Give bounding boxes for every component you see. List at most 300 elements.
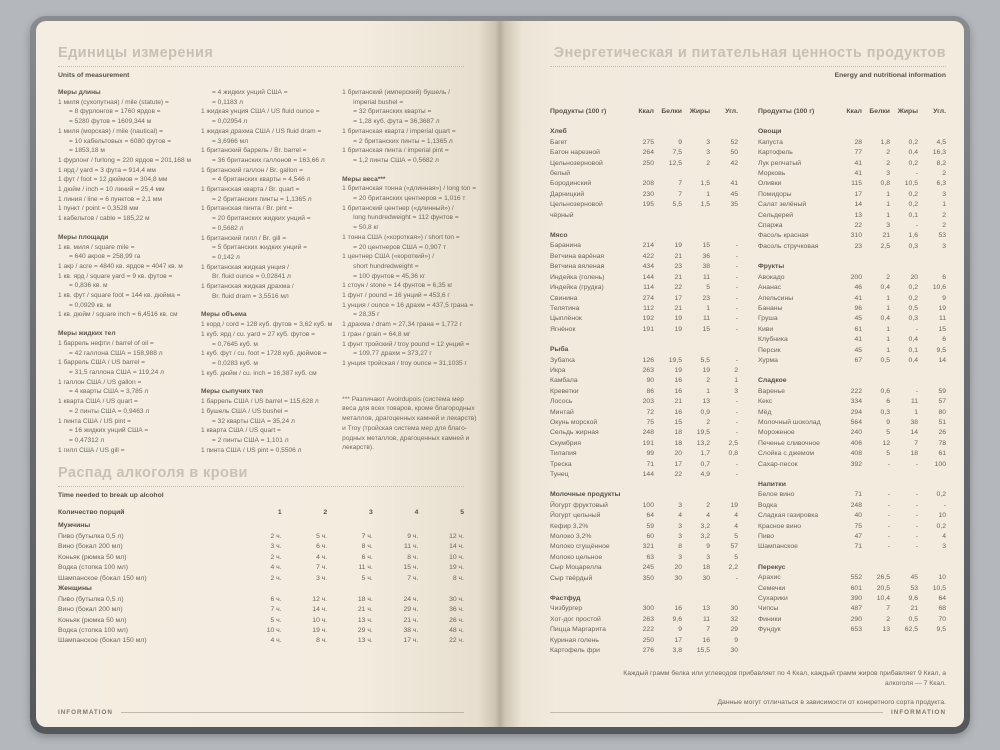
food-name: Молочный шоколад (758, 418, 821, 426)
units-line: = 0,0283 куб. м (200, 359, 258, 367)
food-row (550, 522, 738, 532)
food-value: 2 (886, 149, 890, 157)
units-line: 1 галлон США / US gallon = (58, 378, 142, 386)
hours-value: 8 ч. (407, 553, 419, 561)
units-line: 1 жидкая драхма США / US fluid dram = (200, 127, 322, 135)
food-name: Тилапия (550, 450, 577, 458)
food-value: 1 (886, 304, 890, 312)
nutrition-header-product: Продукты (100 г) (758, 108, 815, 115)
units-line: = 5 британских жидких унций = (200, 244, 307, 252)
food-value: 248 (850, 501, 862, 509)
food-value: 0,4 (880, 284, 890, 292)
food-row (550, 439, 738, 449)
food-value: 222 (850, 387, 862, 395)
food-value: 67 (854, 356, 862, 364)
units-line: 1 кв. миля / square mile = (58, 243, 135, 251)
food-value: 264 (642, 149, 654, 157)
food-value: 4 (678, 512, 682, 520)
food-value: 64 (938, 595, 946, 603)
units-line: 1 пинта США / US pint = (58, 417, 131, 425)
hours-value: 10 ч. (449, 553, 464, 561)
food-value: 18 (674, 439, 682, 447)
food-value: - (915, 522, 918, 530)
food-name: Печенье сливочное (758, 439, 820, 447)
food-value: 17 (674, 460, 682, 468)
food-value: 10 (938, 512, 946, 520)
food-value: 16 (702, 636, 710, 644)
food-name: Батон нарезной (550, 149, 600, 157)
food-name: Груша (758, 315, 778, 323)
food-value: - (887, 460, 890, 468)
food-value: 42 (730, 159, 738, 167)
food-name: Ветчина варёная (550, 252, 605, 260)
food-name: Персик (758, 346, 781, 354)
food-value: 9,6 (908, 595, 918, 603)
units-line: = 10 кабельтовых = 6080 футов = (58, 137, 172, 145)
food-value: - (915, 543, 918, 551)
food-row (550, 262, 738, 272)
food-value: 294 (850, 408, 862, 416)
units-line: = 16 жидких унций США = (58, 427, 149, 435)
food-row (550, 252, 738, 262)
units-line: 1 стоун / stone = 14 фунтов = 6,35 кг (342, 282, 453, 290)
food-value: 61 (938, 450, 946, 458)
units-line: = 2 британских пинты = 1,1365 л (342, 137, 453, 145)
food-row (550, 376, 738, 386)
units-group (201, 387, 332, 455)
food-row (758, 604, 946, 614)
food-value: 310 (850, 232, 862, 240)
left-page-footer (58, 709, 464, 716)
food-value: 14 (938, 356, 946, 364)
alcohol-data-row (58, 595, 464, 605)
food-value: 45 (854, 315, 862, 323)
food-value: 12,5 (668, 159, 682, 167)
alcohol-data-row (58, 616, 464, 626)
food-row (550, 356, 738, 366)
units-line: 1 гран / grain = 64,8 мг (342, 330, 411, 338)
food-value: 11 (910, 398, 918, 406)
food-row (758, 625, 946, 635)
food-section (758, 480, 946, 553)
food-value: 22 (674, 471, 682, 478)
drink-label: Шампанское (бокал 150 мл) (58, 574, 147, 582)
food-section (758, 376, 946, 470)
units-line: 1 британская жидкая драхма / (200, 283, 294, 291)
food-section-heading: Сладкое (758, 377, 787, 385)
food-value: 23 (702, 294, 710, 302)
food-value: 53 (910, 584, 918, 592)
food-value: 19,5 (696, 429, 710, 437)
food-value: 7 (678, 190, 682, 198)
food-row (550, 314, 738, 324)
food-value: - (735, 429, 738, 437)
food-section (758, 262, 946, 366)
units-group (201, 310, 332, 378)
alcohol-data-row (58, 574, 464, 584)
units-line: 1 британская пинта / Br. pint = (200, 205, 293, 213)
food-value: 0,2 (936, 522, 946, 530)
food-name: Слойка с джемом (758, 450, 815, 458)
food-row (758, 294, 946, 304)
units-line: 1 британская тонна («длинная») / long ton = (342, 185, 477, 193)
food-value: 3 (678, 553, 682, 561)
food-value: 15 (702, 242, 710, 250)
food-value: 100 (642, 501, 654, 509)
food-section (550, 594, 738, 656)
hours-value: 7 ч. (361, 532, 373, 540)
units-line: = 1,2 пинты США = 0,5682 л (342, 156, 439, 164)
food-value: 392 (850, 460, 862, 468)
alcohol-data-row (58, 532, 464, 542)
food-value: 41 (854, 170, 862, 178)
alcohol-header-count: 2 (323, 509, 328, 516)
units-group (201, 88, 332, 301)
food-value: - (915, 501, 918, 509)
hours-value: 3 ч. (270, 543, 282, 551)
food-value: - (915, 325, 918, 333)
hours-value: 6 ч. (270, 595, 282, 603)
food-name: Шампанское (758, 543, 798, 551)
hours-value: 7 ч. (316, 564, 328, 572)
food-row (550, 501, 738, 511)
food-value: 41 (854, 294, 862, 302)
units-line: 1 кв. дюйм / square inch = 6,4516 кв. см (58, 311, 178, 319)
nutrition-subtitle: Energy and nutritional information (834, 72, 946, 79)
hours-value: 10 ч. (266, 626, 282, 634)
units-group (58, 233, 191, 320)
food-value: 75 (646, 418, 654, 426)
units-group (58, 88, 191, 224)
units-line: = 20 британских жидких унций = (200, 215, 311, 223)
food-name: Сухарики (758, 595, 788, 603)
food-value: 29 (730, 626, 738, 634)
food-row (550, 241, 738, 251)
drink-label: Водка (стопка 100 мл) (58, 626, 129, 634)
food-value: 21 (674, 398, 682, 406)
food-value: 3 (734, 387, 738, 395)
food-value: 36 (702, 252, 710, 260)
food-value: 2 (942, 170, 946, 178)
food-value: 32 (730, 615, 738, 623)
units-line: 1 британский баррель / Br. barrel = (200, 147, 307, 155)
food-value: 2 (886, 615, 890, 623)
food-value: 552 (850, 574, 862, 582)
food-name: Картофель фри (550, 647, 600, 655)
food-value: 18 (674, 429, 682, 437)
food-value: 17 (674, 294, 682, 302)
food-value: 20 (674, 564, 682, 572)
food-value: 63 (646, 553, 654, 561)
food-value: 22 (674, 284, 682, 292)
food-value: - (887, 533, 890, 541)
units-line: Br. fluid ounce = 0,02841 л (200, 273, 291, 281)
nutrition-tables (550, 107, 946, 657)
drink-label: Вино (бокал 200 мл) (58, 543, 123, 551)
food-row (550, 190, 738, 200)
food-value: 40 (854, 512, 862, 520)
food-value: - (735, 408, 738, 416)
food-value: - (735, 304, 738, 312)
hours-value: 8 ч. (361, 543, 373, 551)
hours-value: 7 ч. (407, 574, 419, 582)
food-value: 5,5 (672, 201, 682, 209)
units-line: 1 куб. ярд / cu. yard = 27 куб. футов = (200, 330, 316, 338)
units-line: Br. fluid dram = 3,5516 мл (200, 292, 289, 300)
food-value: 7 (886, 605, 890, 613)
food-row (758, 573, 946, 583)
food-value: 62,5 (904, 626, 918, 634)
food-value: 100 (934, 460, 946, 468)
nutrition-title: Энергетическая и питательная ценность продуктов (553, 45, 946, 61)
hours-value: 13 ч. (357, 637, 373, 645)
food-value: 41 (730, 180, 738, 188)
units-line: металлов, драгоценных камней и лекарств) (342, 415, 477, 423)
food-value: 2,2 (728, 564, 738, 572)
food-value: 9 (678, 626, 682, 634)
food-value: 60 (646, 533, 654, 541)
food-value: 19 (938, 304, 946, 312)
food-value: 2 (706, 159, 710, 167)
food-value: 21 (674, 252, 682, 260)
nutrition-header-row (550, 107, 738, 117)
food-row (550, 138, 738, 148)
food-value: 9,6 (672, 615, 682, 623)
units-line: 1 баррель нефти / barrel of oil = (58, 339, 154, 347)
food-value: 13 (882, 626, 890, 634)
food-value: 144 (642, 471, 654, 478)
units-line: = 0,142 л (200, 253, 240, 261)
food-value: 15,5 (696, 647, 710, 655)
units-line: = 640 акров = 258,99 га (58, 253, 141, 261)
food-row (758, 594, 946, 604)
food-section-heading: Напитки (758, 481, 786, 488)
hours-value: 5 ч. (316, 532, 328, 540)
food-name: Сельдерей (758, 211, 794, 219)
food-row (758, 522, 946, 532)
units-line: imperial bushel = (342, 98, 404, 106)
food-row (550, 366, 738, 376)
food-value: 240 (850, 429, 862, 437)
food-value: 2,5 (728, 439, 738, 447)
hours-value: 2 ч. (270, 532, 282, 540)
food-row (758, 325, 946, 335)
food-value: 2 (706, 418, 710, 426)
food-value: 222 (642, 626, 654, 634)
food-row (758, 283, 946, 293)
hours-value: 9 ч. (407, 532, 419, 540)
food-value: 41 (854, 336, 862, 344)
food-value: 3 (678, 522, 682, 530)
units-line: 1 тонна США («короткая») / short ton = (342, 233, 460, 241)
food-value: 59 (646, 522, 654, 530)
food-value: 250 (642, 636, 654, 644)
food-value: 0,8 (880, 180, 890, 188)
food-value: 390 (850, 595, 862, 603)
food-value: - (735, 356, 738, 364)
food-name: Лосось (550, 398, 573, 406)
units-line: 1 британский гилл / Br. gill = (200, 234, 287, 242)
nutrition-header-product: Продукты (100 г) (550, 108, 607, 115)
units-line: 1 миля (сухопутная) / mile (statute) = (58, 98, 169, 106)
units-line: 1 линия / line = 6 пунктов = 2,1 мм (58, 195, 162, 203)
food-value: - (735, 294, 738, 302)
units-line: = 2 пинты США = 1,101 л (200, 436, 289, 444)
food-value: 6 (942, 273, 946, 281)
food-row (758, 346, 946, 356)
food-value: 0,4 (908, 356, 918, 364)
alcohol-group-row (58, 584, 464, 594)
spacer-cell (373, 521, 419, 531)
food-value: 300 (642, 605, 654, 613)
variance-note: Данные могут отличаться в зависимости от конкретного сорта продукта. (717, 698, 946, 706)
food-value: 11 (938, 315, 946, 323)
food-section (550, 490, 738, 584)
food-name: Хот-дог простой (550, 615, 601, 623)
food-row (550, 294, 738, 304)
units-line: = 4 жидких унций США = (200, 89, 288, 96)
food-value: 3 (706, 138, 710, 146)
food-section (758, 127, 946, 252)
drink-label: Вино (бокал 200 мл) (58, 606, 123, 614)
food-value: 3 (678, 533, 682, 541)
food-value: 16 (674, 377, 682, 385)
food-name: Багет (550, 138, 568, 146)
food-value: 1 (886, 201, 890, 209)
units-line: 1 акр / acre = 4840 кв. ярдов = 4047 кв. м (58, 262, 183, 270)
food-value: 5 (734, 553, 738, 561)
units-line: 1 кварта США / US quart = (200, 427, 281, 435)
food-row (758, 242, 946, 252)
food-value: 9,5 (936, 626, 946, 634)
food-value: - (735, 284, 738, 292)
food-value: 3 (886, 222, 890, 230)
food-value: 21 (882, 232, 890, 240)
food-name: Кефир 3,2% (550, 522, 589, 530)
food-value: 3,8 (672, 647, 682, 655)
hours-value: 12 ч. (312, 595, 328, 603)
food-row (550, 532, 738, 542)
food-value: - (915, 170, 918, 178)
alcohol-data-row (58, 636, 464, 646)
units-line: = 0,0929 кв. м (58, 301, 112, 309)
units-line: 1 фунт тройский / troy pound = 12 унций = (342, 340, 470, 348)
food-name: Клубника (758, 336, 788, 344)
food-value: 10,5 (932, 584, 946, 592)
food-name: Сыр твёрдый (550, 574, 593, 582)
food-value: 75 (854, 522, 862, 530)
food-value: - (735, 252, 738, 260)
food-value: 46 (854, 284, 862, 292)
food-row (758, 190, 946, 200)
food-name: Икра (550, 366, 566, 374)
food-value: - (735, 315, 738, 323)
food-value: 99 (646, 450, 654, 458)
units-line: 1 британский центнер («длинный») / (342, 204, 454, 212)
food-value: 30 (730, 647, 738, 655)
food-value: - (735, 325, 738, 333)
food-row (758, 428, 946, 438)
food-name: Скумбрия (550, 439, 582, 447)
food-name: Арахис (758, 574, 781, 582)
food-value: 11 (702, 315, 710, 323)
food-name: Капуста (758, 138, 783, 146)
units-line: 1 пункт / point = 0,3528 мм (58, 205, 139, 213)
food-name: Чипсы (758, 605, 779, 613)
food-value: 3,2 (700, 533, 710, 541)
food-name: Спаржа (758, 222, 783, 230)
food-value: 1,6 (908, 232, 918, 240)
drink-label: Коньяк (рюмка 50 мл) (58, 616, 127, 624)
units-line: 1 унция / ounce = 16 драхм = 437,5 грана = (342, 301, 474, 309)
food-name: Пицца Маргарита (550, 626, 606, 634)
food-row (550, 387, 738, 397)
footer-label: INFORMATION (58, 709, 113, 716)
units-line: 1 миля (морская) / mile (nautical) = (58, 127, 164, 135)
food-name: Индейка (голень) (550, 273, 605, 281)
food-value: 0,1 (908, 346, 918, 354)
food-name: Цельнозерновой белый (550, 159, 603, 178)
food-value: 0,6 (880, 387, 890, 395)
drink-label: Коньяк (рюмка 50 мл) (58, 553, 127, 561)
food-name: Йогурт фруктовый (550, 501, 608, 509)
food-value: 5 (734, 533, 738, 541)
food-row (550, 200, 738, 221)
hours-value: 8 ч. (316, 637, 328, 645)
food-name: Мороженое (758, 429, 795, 437)
units-line: = 2 пинты США = 0,9463 л (58, 407, 150, 415)
food-value: 9 (734, 636, 738, 644)
food-name: Дарницкий (550, 190, 585, 198)
food-value: 57 (938, 398, 946, 406)
units-group (342, 88, 476, 166)
food-value: 7,5 (672, 149, 682, 157)
notebook-spread (36, 21, 964, 727)
food-value: 5 (886, 450, 890, 458)
food-value: 192 (642, 315, 654, 323)
food-value: 22 (854, 222, 862, 230)
units-line: 1 британский галлон / Br. gallon = (200, 166, 303, 174)
food-value: 71 (646, 460, 654, 468)
food-value: 126 (642, 356, 654, 364)
nutrition-header-col: Белки (661, 108, 682, 115)
food-value: 1 (706, 304, 710, 312)
units-line: 1 куб. фут / cu. foot = 1728 куб. дюймов = (200, 350, 327, 358)
food-value: 10,6 (932, 284, 946, 292)
hours-value: 36 ч. (449, 606, 464, 614)
food-row (758, 397, 946, 407)
food-row (758, 335, 946, 345)
food-row (758, 221, 946, 231)
hours-value: 24 ч. (403, 595, 419, 603)
hours-value: 8 ч. (452, 574, 464, 582)
food-name: Ветчина вяленая (550, 263, 605, 271)
hours-value: 4 ч. (270, 637, 282, 645)
food-value: 16,3 (932, 149, 946, 157)
spacer-cell (282, 584, 328, 594)
food-value: 68 (938, 605, 946, 613)
food-value: 16 (674, 605, 682, 613)
food-name: Апельсины (758, 294, 794, 302)
food-section-heading: Перекус (758, 563, 786, 571)
food-value: - (915, 387, 918, 395)
spacer-cell (373, 584, 419, 594)
food-value: 50 (730, 149, 738, 157)
food-value: 0,2 (908, 190, 918, 198)
food-row (758, 418, 946, 428)
food-value: 20 (674, 450, 682, 458)
drink-label: Водка (стопка 100 мл) (58, 564, 129, 572)
